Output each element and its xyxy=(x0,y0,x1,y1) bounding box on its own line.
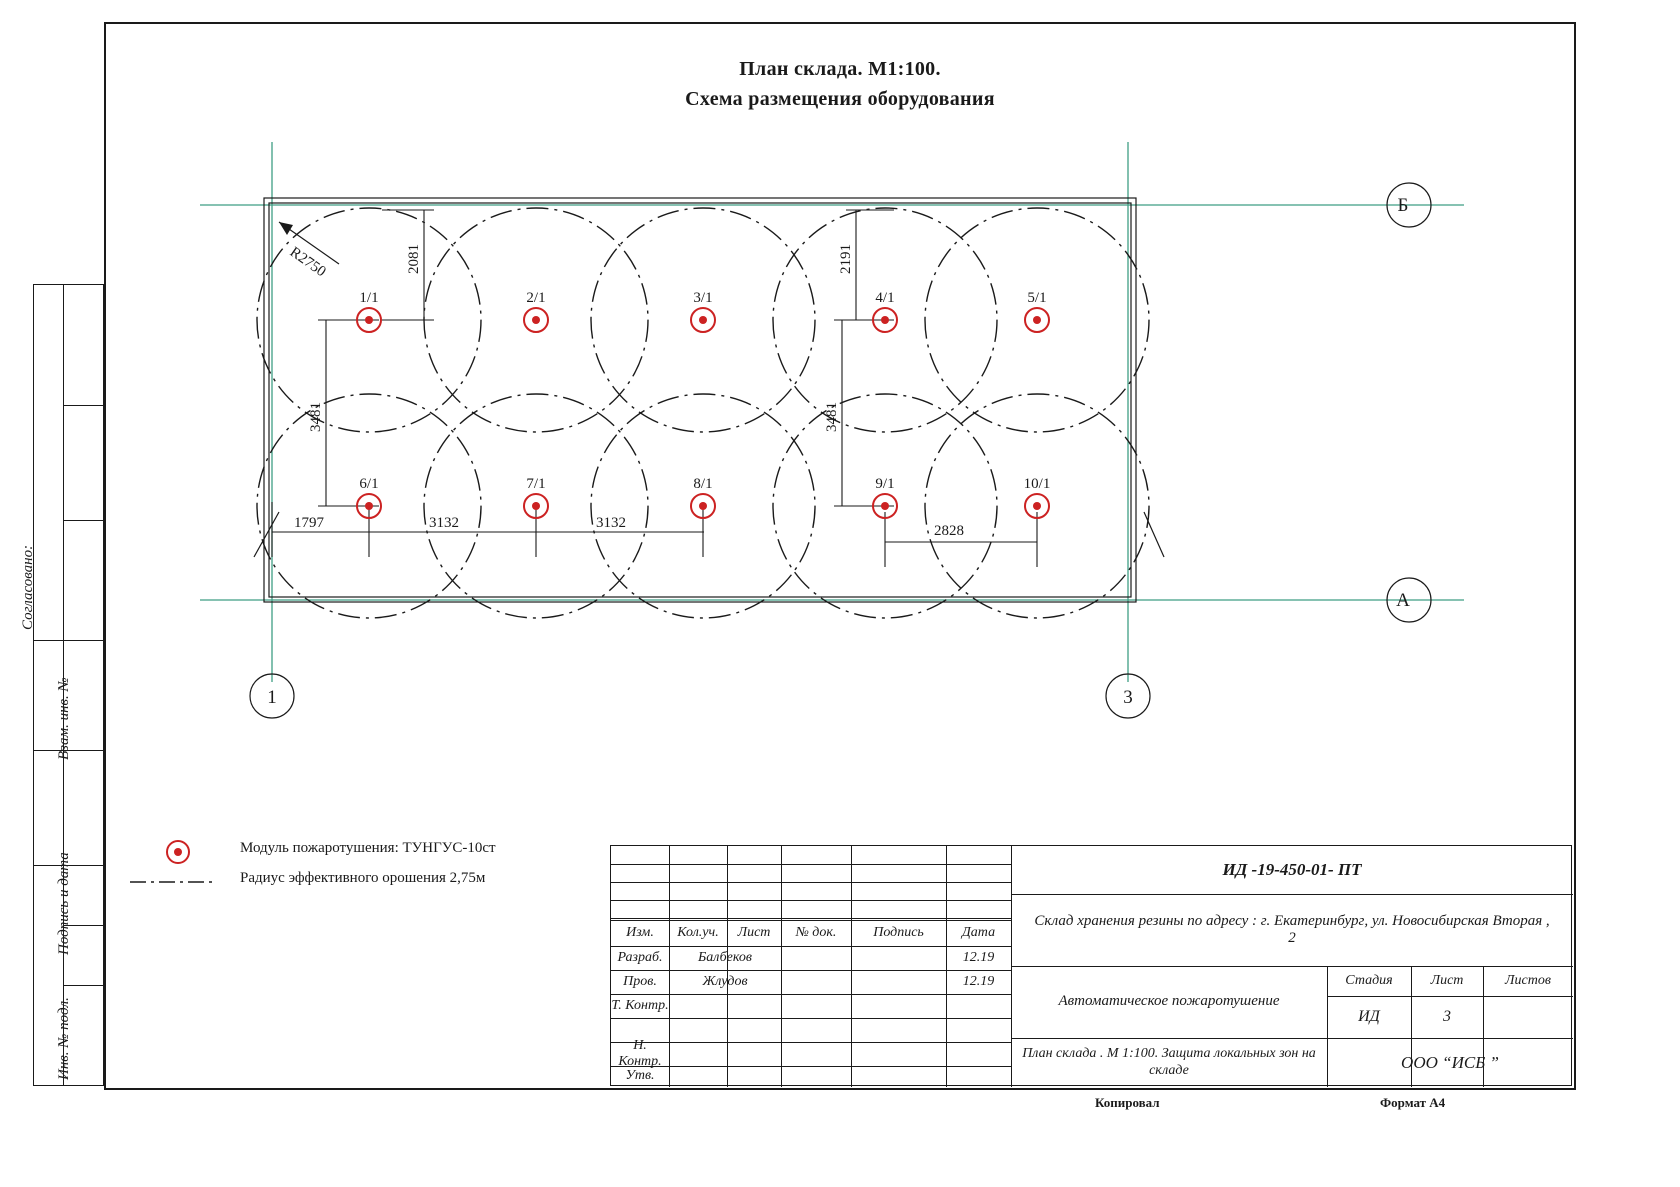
page-title-line1: План склада. М1:100. xyxy=(739,58,941,80)
stamp-divider-7 xyxy=(63,985,105,986)
tb-listov-header: Листов xyxy=(1505,972,1551,988)
svg-text:5/1: 5/1 xyxy=(1027,290,1047,306)
svg-text:10/1: 10/1 xyxy=(1023,476,1051,492)
svg-text:7/1: 7/1 xyxy=(526,476,546,492)
tb-listov-value xyxy=(1483,996,1573,1038)
svg-text:3: 3 xyxy=(1123,687,1133,708)
title-block xyxy=(610,845,1572,1086)
legend xyxy=(150,838,570,898)
svg-text:2191: 2191 xyxy=(838,244,854,274)
footer-copied: Копировал xyxy=(1095,1095,1160,1110)
legend-row-radius xyxy=(150,868,570,898)
tb-row5-role: Утв. xyxy=(625,1068,655,1084)
tb-doc-code: ИД -19-450-01- ПТ xyxy=(1222,860,1362,880)
tb-header-izm: Изм. xyxy=(626,924,654,940)
tb-stadiya-header: Стадия xyxy=(1345,972,1393,988)
tb-row1-name: Жлудов xyxy=(702,973,748,989)
stamp-divider-1 xyxy=(34,640,103,641)
tb-row0-role: Разраб. xyxy=(617,949,663,965)
tb-row0-date: 12.19 xyxy=(962,949,995,965)
svg-text:6/1: 6/1 xyxy=(359,476,379,492)
footer-format: Формат А4 xyxy=(1380,1095,1446,1110)
legend-module-label: Модуль пожаротушения: ТУНГУС-10ст xyxy=(240,840,496,856)
stamp-label-inv: Инв. № подл. xyxy=(56,997,72,1080)
svg-text:3132: 3132 xyxy=(596,515,626,531)
stamp-divider-5 xyxy=(63,520,105,521)
tb-header-kol: Кол.уч. xyxy=(677,924,719,940)
legend-radius-label: Радиус эффективного орошения 2,75м xyxy=(240,870,486,886)
tb-row4-role: Н. Контр. xyxy=(618,1037,662,1069)
svg-text:3481: 3481 xyxy=(308,402,324,432)
svg-text:3/1: 3/1 xyxy=(693,290,713,306)
plan-drawing xyxy=(104,22,1572,782)
svg-text:3132: 3132 xyxy=(429,515,459,531)
tb-list-value: 3 xyxy=(1443,1007,1451,1025)
svg-text:1797: 1797 xyxy=(294,515,324,531)
svg-text:1/1: 1/1 xyxy=(359,290,379,306)
svg-text:3481: 3481 xyxy=(824,402,840,432)
tb-row1-date: 12.19 xyxy=(962,973,995,989)
svg-text:2081: 2081 xyxy=(406,244,422,274)
svg-text:Б: Б xyxy=(1397,195,1409,216)
svg-text:2828: 2828 xyxy=(934,523,964,539)
stamp-label-soglasovano: Согласовано: xyxy=(20,544,36,630)
stamp-label-podpis: Подпись и дата xyxy=(56,852,72,955)
svg-text:R2750: R2750 xyxy=(286,244,329,281)
svg-text:1: 1 xyxy=(267,687,277,708)
tb-row2-role: Т. Контр. xyxy=(611,997,669,1013)
svg-text:А: А xyxy=(1396,590,1410,611)
svg-text:9/1: 9/1 xyxy=(875,476,895,492)
svg-text:8/1: 8/1 xyxy=(693,476,713,492)
page-title-line2: Схема размещения оборудования xyxy=(685,88,995,110)
tb-header-podpis: Подпись xyxy=(873,924,924,940)
legend-row-module xyxy=(150,838,570,868)
stamp-label-vzam: Взам. инв. № xyxy=(56,677,72,760)
tb-header-list: Лист xyxy=(737,924,771,940)
svg-text:4/1: 4/1 xyxy=(875,290,895,306)
tb-list-header: Лист xyxy=(1430,972,1464,988)
tb-header-ndok: № док. xyxy=(795,924,837,940)
svg-text:2/1: 2/1 xyxy=(526,290,546,306)
tb-header-data: Дата xyxy=(961,924,996,940)
tb-row1-role: Пров. xyxy=(623,973,657,989)
tb-sheet-name: План склада . М 1:100. Защита локальных зон на складе xyxy=(1022,1046,1316,1078)
tb-company: ООО “ИСБ ” xyxy=(1401,1052,1499,1072)
stamp-divider-4 xyxy=(63,405,105,406)
tb-row0-name: Балбеков xyxy=(698,949,752,965)
tb-stadiya-value: ИД xyxy=(1358,1007,1380,1025)
tb-object: Склад хранения резины по адресу : г. Екатеринбург, ул. Новосибирская Вторая , 2 xyxy=(1034,912,1550,946)
tb-system: Автоматическое пожаротушение xyxy=(1058,993,1280,1010)
